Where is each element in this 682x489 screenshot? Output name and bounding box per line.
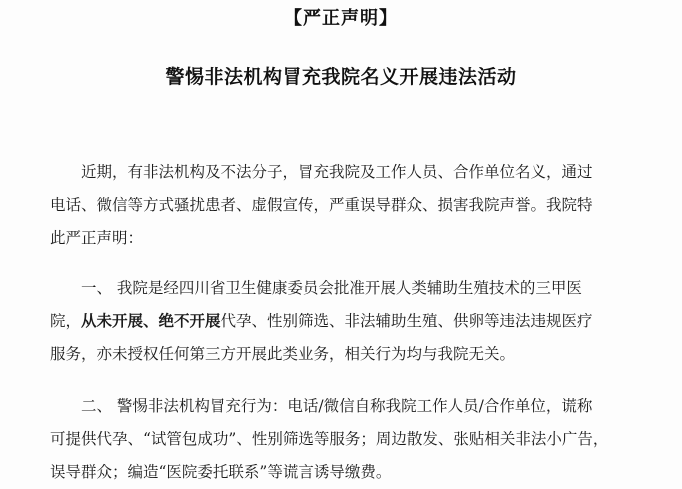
paragraph-intro	[50, 156, 670, 255]
paragraph-point-two	[50, 390, 670, 489]
paragraph-line: 二、 警惕非法机构冒充行为：电话/微信自称我院工作人员/合作单位，谎称	[81, 397, 593, 415]
paragraph-text: 代孕、性别筛选、非法辅助生殖、供卵等违法违规医疗	[220, 312, 593, 330]
paragraph-line	[50, 305, 670, 338]
paragraph-line: 一、 我院是经四川省卫生健康委员会批准开展人类辅助生殖技术的三甲医	[81, 279, 582, 297]
paragraph-line: 误导群众；编造“医院委托联系”等谎言诱导缴费。	[50, 463, 392, 481]
paragraph-point-one	[50, 272, 670, 371]
paragraph-line: 此严正声明：	[50, 229, 144, 247]
document-title: 【严正声明】	[284, 8, 398, 29]
paragraph-text: 院，	[50, 312, 82, 330]
emphasis-text: 从未开展、绝不开展	[81, 312, 221, 330]
paragraph-line: 服务，亦未授权任何第三方开展此类业务，相关行为均与我院无关。	[50, 345, 516, 363]
paragraph-line: 近期，有非法机构及不法分子，冒充我院及工作人员、合作单位名义，通过	[81, 163, 593, 181]
document-subtitle: 警惕非法机构冒充我院名义开展违法活动	[165, 66, 517, 88]
paragraph-line: 可提供代孕、“试管包成功”、性别筛选等服务；周边散发、张贴相关非法小广告，	[50, 430, 609, 448]
paragraph-line: 电话、微信等方式骚扰患者、虚假宣传，严重误导群众、损害我院声誉。我院特	[50, 196, 593, 214]
